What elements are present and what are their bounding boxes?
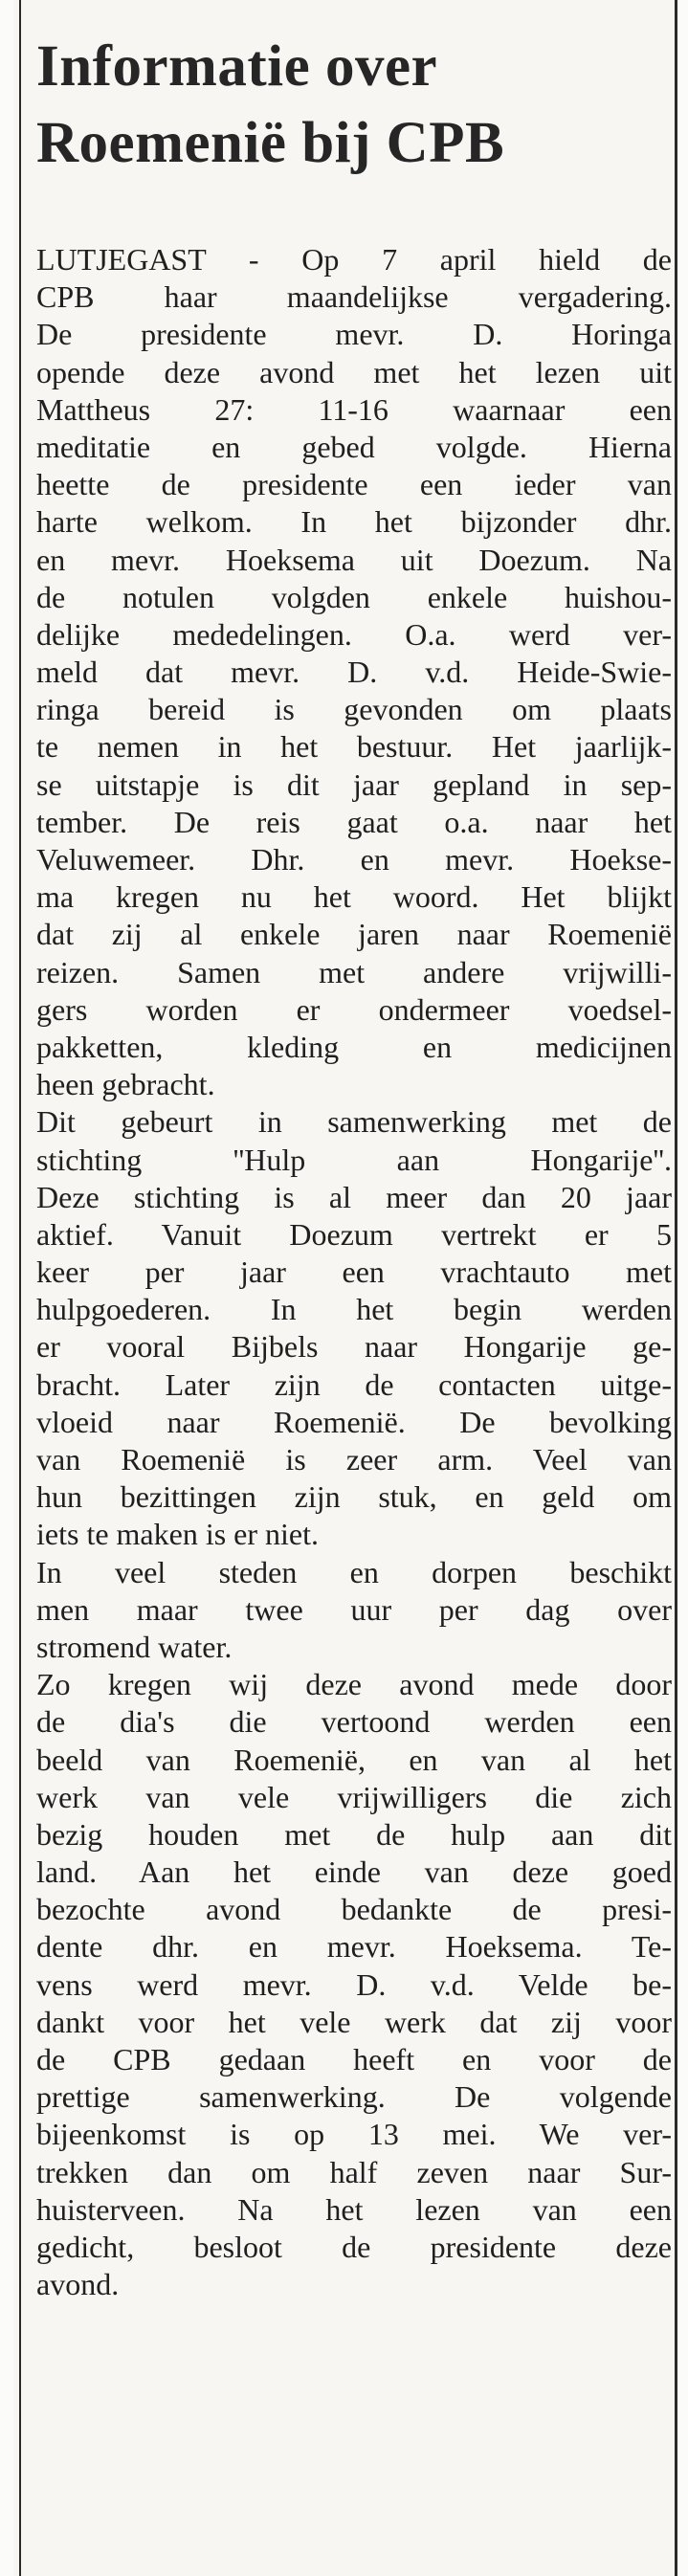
left-margin: [0, 0, 13, 2576]
article-line: avond.: [36, 2267, 120, 2302]
article-line: trekken dan om half zeven naar Sur-: [36, 2154, 672, 2189]
article-line: pakketten, kleding en medicijnen: [36, 1029, 672, 1064]
article-line: gers worden er ondermeer voedsel-: [36, 991, 672, 1027]
article-line: bezochte avond bedankte de presi-: [36, 1892, 672, 1927]
article-line: Deze stichting is al meer dan 20 jaar: [36, 1179, 672, 1214]
article-line: er vooral Bijbels naar Hongarije ge-: [36, 1329, 672, 1365]
article-line: werk van vele vrijwilligers die zich: [36, 1779, 672, 1814]
article-line: delijke mededelingen. O.a. werd ver-: [36, 616, 672, 652]
article-line: iets te maken is er niet.: [36, 1517, 320, 1552]
article-line: LUTJEGAST - Op 7 april hield de: [36, 242, 672, 277]
article-line: De presidente mevr. D. Horinga: [36, 317, 672, 352]
article-line: CPB haar maandelijkse vergadering.: [36, 279, 672, 315]
article-line: beeld van Roemenië, en van al het: [36, 1742, 672, 1777]
article-line: Mattheus 27: 11-16 waarnaar een: [36, 391, 672, 427]
headline: [36, 29, 670, 182]
article-line: vens werd mevr. D. v.d. Velde be-: [36, 1966, 672, 2002]
article-line: gedicht, besloot de presidente deze: [36, 2229, 672, 2264]
article-line: huisterveen. Na het lezen van een: [36, 2191, 672, 2227]
headline-line: Roemenië bij CPB: [36, 111, 505, 175]
article-line: men maar twee uur per dag over: [36, 1591, 672, 1627]
article-line: bezig houden met de hulp aan dit: [36, 1816, 672, 1852]
article-line: se uitstapje is dit jaar gepland in sep-: [36, 766, 672, 802]
headline-line: Informatie over: [36, 34, 438, 99]
article-line: Dit gebeurt in samenwerking met de: [36, 1104, 672, 1140]
article-line: de notulen volgden enkele huishou-: [36, 579, 672, 614]
article-line: dente dhr. en mevr. Hoeksema. Te-: [36, 1929, 672, 1965]
article-line: heette de presidente een ieder van: [36, 467, 672, 502]
article-line: stromend water.: [36, 1629, 233, 1664]
article-line: de CPB gedaan heeft en voor de: [36, 2042, 672, 2076]
article-line: en mevr. Hoeksema uit Doezum. Na: [36, 542, 672, 577]
article-line: de dia's die vertoond werden een: [36, 1704, 672, 1740]
article-line: stichting ''Hulp aan Hongarije''.: [36, 1142, 672, 1177]
article-line: harte welkom. In het bijzonder dhr.: [36, 504, 672, 540]
article-line: meld dat mevr. D. v.d. Heide-Swie-: [36, 655, 672, 690]
article-line: Veluwemeer. Dhr. en mevr. Hoekse-: [36, 842, 672, 877]
article-line: dankt voor het vele werk dat zij voor: [36, 2004, 672, 2039]
article-line: dat zij al enkele jaren naar Roemenië: [36, 917, 672, 952]
article-line: meditatie en gebed volgde. Hierna: [36, 429, 672, 464]
article-line: te nemen in het bestuur. Het jaarlijk-: [36, 729, 672, 765]
article-line: land. Aan het einde van deze goed: [36, 1854, 672, 1890]
article-line: keer per jaar een vrachtauto met: [36, 1255, 672, 1290]
article-line: bracht. Later zijn de contacten uitge-: [36, 1366, 672, 1402]
article-line: aktief. Vanuit Doezum vertrekt er 5: [36, 1216, 672, 1252]
article-line: hulpgoederen. In het begin werden: [36, 1292, 672, 1327]
article-line: hun bezittingen zijn stuk, en geld om: [36, 1479, 672, 1515]
article-line: vloeid naar Roemenië. De bevolking: [36, 1404, 672, 1439]
article-line: tember. De reis gaat o.a. naar het: [36, 804, 672, 839]
article-line: ma kregen nu het woord. Het blijkt: [36, 879, 672, 915]
right-margin: [677, 0, 688, 2576]
article-body: [36, 241, 672, 2303]
article-line: heen gebracht.: [36, 1067, 215, 1102]
article-line: ringa bereid is gevonden om plaats: [36, 692, 672, 727]
article-line: reizen. Samen met andere vrijwilli-: [36, 954, 672, 989]
article-line: Zo kregen wij deze avond mede door: [36, 1667, 672, 1702]
article-line: In veel steden en dorpen beschikt: [36, 1554, 672, 1589]
article-line: van Roemenië is zeer arm. Veel van: [36, 1442, 672, 1477]
article-line: prettige samenwerking. De volgende: [36, 2079, 672, 2115]
article-line: opende deze avond met het lezen uit: [36, 354, 672, 389]
left-column-rule: [19, 0, 21, 2576]
article-line: bijeenkomst is op 13 mei. We ver-: [36, 2117, 672, 2152]
